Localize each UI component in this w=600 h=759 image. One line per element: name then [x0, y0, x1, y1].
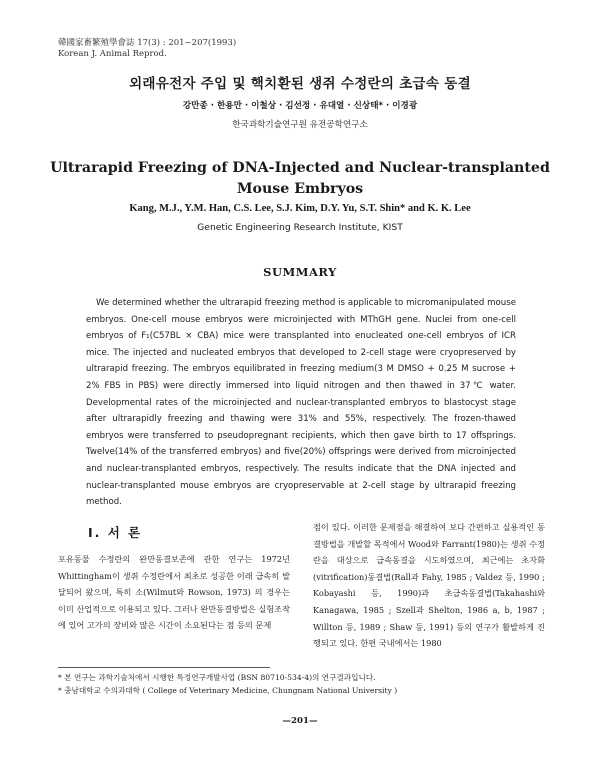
english-title	[0, 158, 600, 200]
journal-citation-en: Korean J. Animal Reprod.	[58, 49, 167, 59]
summary-text: We determined whether the ultrarapid freezing method is applicable to micromanipulated mouse embryos. One-cell mouse embryos were microinjected with MThGH gene. Nuclei from one-cell embryos of F₁(C57BL × CBA) mice were transplanted into enucleated one-cell embryos of ICR mice. The injected and nucleated embryos that developed to 2-cell stage were cryopreserved by ultrarapid freezing. The embryos equilibrated in freezing medium(3 M DMSO + 0.25 M sucrose + 2% FBS in PBS) were directly immersed into liquid nitrogen and then thawed in 37℃ water. Developmental rates of the microinjected and nuclear-transplanted embryos to blastocyst stage after ultrarapidly freezing and thawing were 31% and 55%, respectively. The frozen-thawed embryos were transferred to pseudopregnant recipients, which then gave birth to 17 offsprings. Twelve(14% of the transferred embryos) and five(20%) offsprings were derived from microinjected and nuclear-transplanted embryos, respectively. The results indicate that the DNA injected and nuclear-transplanted mouse embryos are cryopreservable at 2-cell stage by ultrarapid freezing method.	[86, 298, 516, 508]
english-title-line2: Mouse Embryos	[236, 181, 364, 197]
korean-authors: 강만종 · 한용만 · 이철상 · 김선정 · 유대열 · 신상태* · 이경광	[182, 101, 418, 111]
journal-header	[58, 38, 236, 60]
english-authors: Kang, M.J., Y.M. Han, C.S. Lee, S.J. Kim, D.Y. Yu, S.T. Shin* and K. K. Lee	[129, 203, 471, 214]
intro-right-column	[313, 519, 545, 652]
english-institute: Genetic Engineering Research Institute, KIST	[197, 222, 403, 233]
english-title-line1: Ultrarapid Freezing of DNA-Injected and Nuclear-transplanted	[50, 160, 550, 176]
page-number: —201—	[282, 716, 318, 726]
footnote-affiliation: * 충남대학교 수의과대학 ( College of Veterinary Medicine, Chungnam National University )	[58, 686, 398, 695]
footnotes	[58, 671, 548, 697]
footnote-divider	[58, 667, 270, 668]
intro-left-text: 포유동물 수정란의 완만동결보존에 관한 연구는 1972년 Whittingham이 생쥐 수정란에서 최초로 성공한 이래 급속히 발달되어 왔으며, 특히 소(Wilmut와 Rowson, 1973) 의 경우는 이미 산업적으로 이용되고 있다. 그러나 완만동결방법은 실험조작에 있어 고가의 장비와 많은 시간이 소요된다는 점 등의 문제	[58, 554, 290, 631]
summary-paragraph	[86, 295, 516, 511]
intro-right-text: 점이 있다. 이러한 문제점을 해결하여 보다 간편하고 실용적인 동결방법을 개발할 목적에서 Wood와 Farrant(1980)는 생쥐 수정란을 대상으로 급속동결을 시도하였으며, 최근에는 초자화(vitrification)동결법(Rall과 Fahy, 1985 ; Valdez 등, 1990 ; Kobayashi 등, 1990)과 초급속동결법(Takahashi와 Kanagawa, 1985 ; Szell과 Shelton, 1986 a, b, 1987 ; Willton 등, 1989 ; Shaw 등, 1991) 등의 연구가 활발하게 진행되고 있다. 한편 국내에서는 1980	[313, 522, 545, 649]
korean-institute: 한국과학기술연구원 유전공학연구소	[232, 120, 368, 130]
korean-title: 외래유전자 주입 및 핵치환된 생쥐 수정란의 초급속 동결	[129, 76, 471, 92]
journal-citation-ko: 韓國家畜繁殖學會誌 17(3) : 201~207(1993)	[58, 38, 237, 48]
intro-left-column	[58, 523, 290, 634]
section-heading-introduction: I. 서 론	[88, 525, 143, 540]
summary-heading: SUMMARY	[263, 265, 337, 279]
footnote-funding: * 본 연구는 과학기술처에서 시행한 특정연구개발사업 (BSN 80710-534-4)의 연구결과입니다.	[58, 673, 376, 682]
